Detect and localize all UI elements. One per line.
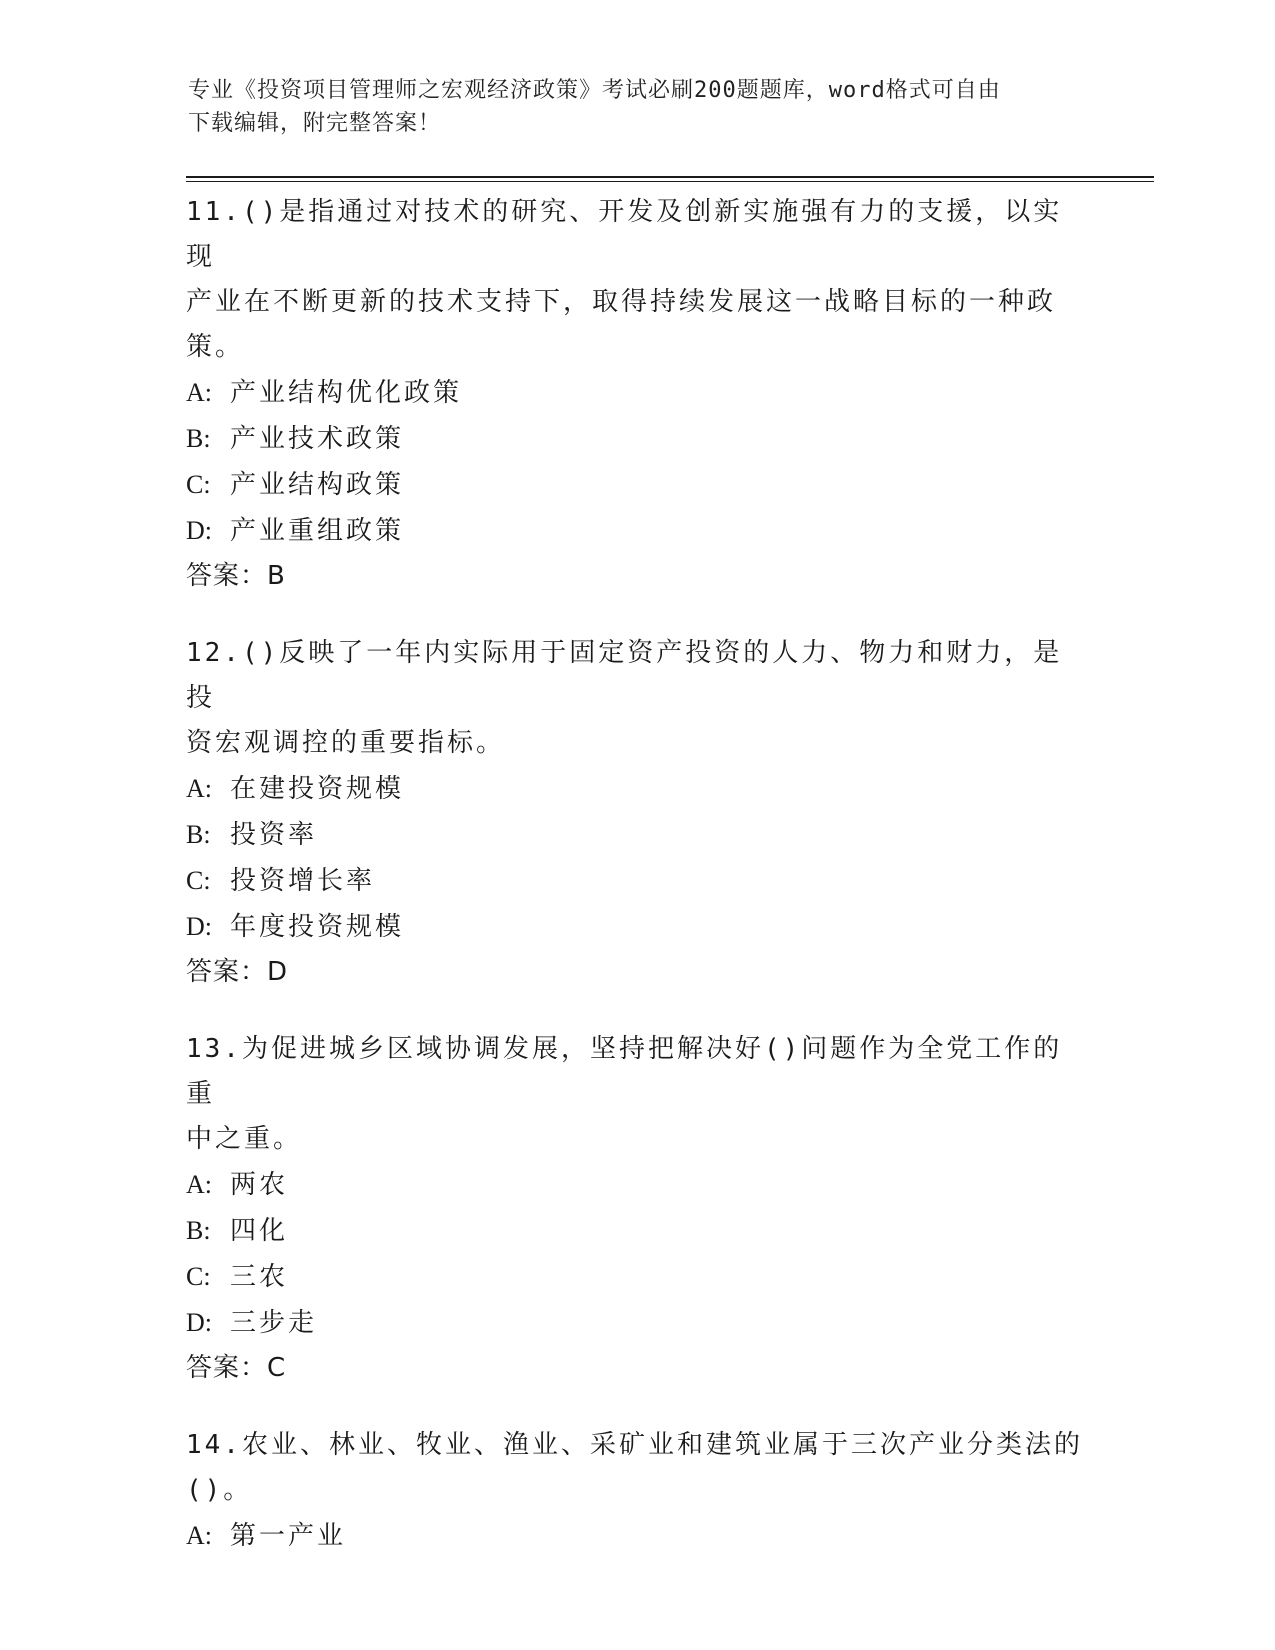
option-text: 三农 <box>230 1262 289 1292</box>
option-text: 投资增长率 <box>230 866 376 896</box>
option-text: 产业结构政策 <box>230 470 405 500</box>
question-stem-text: 资宏观调控的重要指标。 <box>186 728 506 758</box>
question-number: 14. <box>186 1430 242 1460</box>
question-number: 11. <box>186 197 242 227</box>
option-key: D: <box>186 912 212 941</box>
option-text: 三步走 <box>230 1308 318 1338</box>
question-item <box>186 190 1086 599</box>
answer-option <box>186 904 1086 950</box>
question-number: 13. <box>186 1034 242 1064</box>
answer-option <box>186 462 1086 508</box>
question-stem-line <box>186 325 1086 370</box>
answer-line <box>186 554 1086 599</box>
question-list <box>186 190 1086 1591</box>
option-text: 投资率 <box>230 820 318 850</box>
option-key: A: <box>186 774 212 803</box>
option-key: D: <box>186 1308 212 1337</box>
answer-option <box>186 812 1086 858</box>
question-stem-text: ()。 <box>186 1475 253 1505</box>
answer-value: D <box>267 957 289 987</box>
header-divider-thin <box>186 181 1154 182</box>
answer-option <box>186 1208 1086 1254</box>
option-key: C: <box>186 866 211 895</box>
question-stem-line <box>186 1117 1086 1162</box>
answer-label: 答案： <box>186 1353 268 1383</box>
answer-label: 答案： <box>186 957 268 987</box>
option-key: A: <box>186 1521 212 1550</box>
question-stem-text: 为促进城乡区域协调发展，坚持把解决好()问题作为全党工作的重 <box>186 1034 1063 1109</box>
answer-option <box>186 766 1086 812</box>
question-stem-line <box>186 1423 1086 1468</box>
question-stem-text: ()反映了一年内实际用于固定资产投资的人力、物力和财力，是投 <box>186 638 1063 713</box>
answer-label: 答案： <box>186 561 268 591</box>
option-key: B: <box>186 424 211 453</box>
question-item <box>186 631 1086 995</box>
answer-line <box>186 1346 1086 1391</box>
question-stem-line <box>186 631 1086 721</box>
question-stem-line <box>186 190 1086 280</box>
option-key: C: <box>186 1262 211 1291</box>
answer-option <box>186 370 1086 416</box>
option-text: 第一产业 <box>230 1521 347 1551</box>
question-item <box>186 1423 1086 1559</box>
question-stem-text: 农业、林业、牧业、渔业、采矿业和建筑业属于三次产业分类法的 <box>241 1430 1083 1460</box>
answer-option <box>186 858 1086 904</box>
option-text: 在建投资规模 <box>230 774 405 804</box>
option-text: 年度投资规模 <box>230 912 405 942</box>
option-key: B: <box>186 1216 211 1245</box>
option-text: 四化 <box>230 1216 289 1246</box>
question-stem-line <box>186 1027 1086 1117</box>
question-stem-text: 中之重。 <box>186 1124 303 1154</box>
header-line-1: 专业《投资项目管理师之宏观经济政策》考试必刷200题题库，word格式可自由 <box>188 78 1001 103</box>
answer-option <box>186 1513 1086 1559</box>
answer-value: C <box>267 1353 287 1383</box>
option-text: 两农 <box>230 1170 289 1200</box>
question-stem-text: 策。 <box>186 332 245 362</box>
option-key: A: <box>186 1170 212 1199</box>
header-divider-thick <box>186 176 1154 178</box>
question-stem-line <box>186 721 1086 766</box>
question-item <box>186 1027 1086 1391</box>
option-key: D: <box>186 516 212 545</box>
answer-option <box>186 1162 1086 1208</box>
question-stem-line <box>186 280 1086 325</box>
answer-line <box>186 950 1086 995</box>
answer-option <box>186 1300 1086 1346</box>
question-number: 12. <box>186 638 242 668</box>
option-text: 产业技术政策 <box>230 424 405 454</box>
header-line-2: 下载编辑，附完整答案！ <box>188 111 442 136</box>
option-key: A: <box>186 378 212 407</box>
option-text: 产业结构优化政策 <box>230 378 463 408</box>
answer-value: B <box>267 561 286 591</box>
question-stem-text: ()是指通过对技术的研究、开发及创新实施强有力的支援，以实现 <box>186 197 1063 272</box>
answer-option <box>186 508 1086 554</box>
document-header <box>188 74 1088 140</box>
question-stem-text: 产业在不断更新的技术支持下，取得持续发展这一战略目标的一种政 <box>186 287 1057 317</box>
question-stem-line <box>186 1468 1086 1513</box>
answer-option <box>186 416 1086 462</box>
option-key: C: <box>186 470 211 499</box>
option-key: B: <box>186 820 211 849</box>
option-text: 产业重组政策 <box>230 516 405 546</box>
answer-option <box>186 1254 1086 1300</box>
